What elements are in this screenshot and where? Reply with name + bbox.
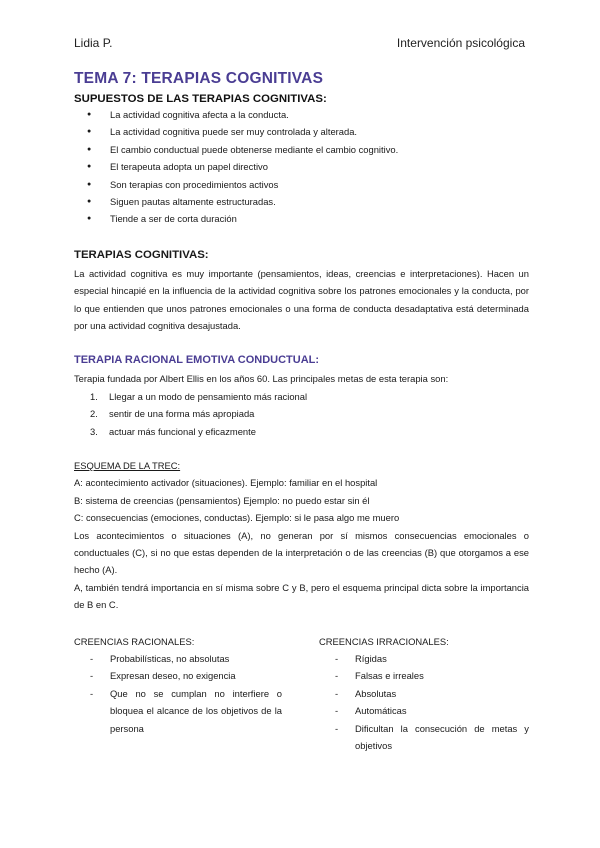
dash-marker: - <box>90 670 94 682</box>
supuestos-heading: SUPUESTOS DE LAS TERAPIAS COGNITIVAS: <box>74 93 327 105</box>
list-item-text: Probabilísticas, no absolutas <box>110 652 230 664</box>
dash-marker: - <box>335 652 339 664</box>
header-author: Lidia P. <box>74 36 113 50</box>
goal-text: Llegar a un modo de pensamiento más racional <box>109 390 308 402</box>
goal-number: 3. <box>90 425 98 437</box>
list-item-text: Automáticas <box>355 705 407 717</box>
list-item <box>319 667 529 684</box>
dash-marker: - <box>335 687 339 699</box>
creencias-columns <box>74 633 529 755</box>
trec-intro: Terapia fundada por Albert Ellis en los años 60. Las principales metas de esta terapia son: <box>74 373 449 385</box>
list-item-text: Dificultan la consecución de metas y objetivos <box>355 722 529 752</box>
dash-marker: - <box>335 722 339 734</box>
list-item <box>74 388 529 405</box>
goal-text: sentir de una forma más apropiada <box>109 408 255 420</box>
list-item <box>74 650 319 667</box>
list-item: ● La actividad cognitiva puede ser muy controlada y alterada. <box>74 123 529 140</box>
list-item <box>74 423 529 440</box>
list-item: ● Son terapias con procedimientos activos <box>74 176 529 193</box>
list-item <box>319 685 529 702</box>
racionales-list <box>74 650 319 737</box>
esquema-line-b: B: sistema de creencias (pensamientos) Ejemplo: no puedo estar sin él <box>74 494 370 506</box>
goal-number: 1. <box>90 390 98 402</box>
irracionales-heading: CREENCIAS IRRACIONALES: <box>319 635 449 647</box>
trec-paragraph-2: A, también tendrá importancia en sí misma sobre C y B, pero el esquema principal dicta sobre la importancia de B en C. <box>74 581 529 611</box>
trec-paragraph-1: Los acontecimientos o situaciones (A), no generan por sí mismos consecuencias emocionales o conductuales (C), si no que estas dependen de la interpretación o de las creencias (B) que otorgamos a ese hecho (A). <box>74 529 529 576</box>
dash-marker: - <box>335 670 339 682</box>
list-item <box>319 650 529 667</box>
list-item <box>319 720 529 755</box>
list-item-text: Expresan deseo, no exigencia <box>110 670 236 682</box>
terapias-paragraph: La actividad cognitiva es muy importante (pensamientos, ideas, creencias e interpretaciones). Hacen un especial hincapié en la influencia de la actividad cognitiva sobre los patrones emocionales y la conducta, por lo que entienden que unos patrones emocionales o una forma de conducta desadaptativa está determinada por una actividad cognitiva desajustada. <box>74 267 529 331</box>
esquema-line-a: A: acontecimiento activador (situaciones). Ejemplo: familiar en el hospital <box>74 477 378 489</box>
irracionales-list <box>319 650 529 754</box>
page-title: TEMA 7: TERAPIAS COGNITIVAS <box>74 70 324 87</box>
list-item <box>319 702 529 719</box>
list-item-text: Falsas e irreales <box>355 670 424 682</box>
dash-marker: - <box>335 705 339 717</box>
racionales-heading: CREENCIAS RACIONALES: <box>74 635 195 647</box>
trec-goals <box>74 388 529 440</box>
list-item <box>74 685 319 737</box>
creencias-irracionales <box>319 633 529 755</box>
list-item <box>74 667 319 684</box>
list-item <box>74 405 529 422</box>
goal-number: 2. <box>90 408 98 420</box>
creencias-racionales <box>74 633 319 755</box>
document-body <box>74 70 529 754</box>
header-subject: Intervención psicológica <box>396 36 525 50</box>
list-item-text: Absolutas <box>355 687 397 699</box>
list-item: ● Tiende a ser de corta duración <box>74 210 529 227</box>
dash-marker: - <box>90 652 94 664</box>
goal-text: actuar más funcional y eficazmente <box>109 425 256 437</box>
esquema-heading: ESQUEMA DE LA TREC: <box>74 459 181 471</box>
esquema-line-c: C: consecuencias (emociones, conductas). Ejemplo: si le pasa algo me muero <box>74 512 400 524</box>
dash-marker: - <box>90 687 94 699</box>
terapias-heading: TERAPIAS COGNITIVAS: <box>74 248 209 261</box>
list-item: ● El cambio conductual puede obtenerse mediante el cambio cognitivo. <box>74 141 529 158</box>
list-item-text: Rígidas <box>355 652 387 664</box>
trec-heading: TERAPIA RACIONAL EMOTIVA CONDUCTUAL: <box>74 354 320 367</box>
list-item: ● Siguen pautas altamente estructuradas. <box>74 193 529 210</box>
supuestos-list <box>74 106 529 228</box>
list-item: ● El terapeuta adopta un papel directivo <box>74 158 529 175</box>
list-item-text: Que no se cumplan no interfiere o bloquea el alcance de los objetivos de la persona <box>110 687 282 734</box>
list-item: ● La actividad cognitiva afecta a la conducta. <box>74 106 529 123</box>
